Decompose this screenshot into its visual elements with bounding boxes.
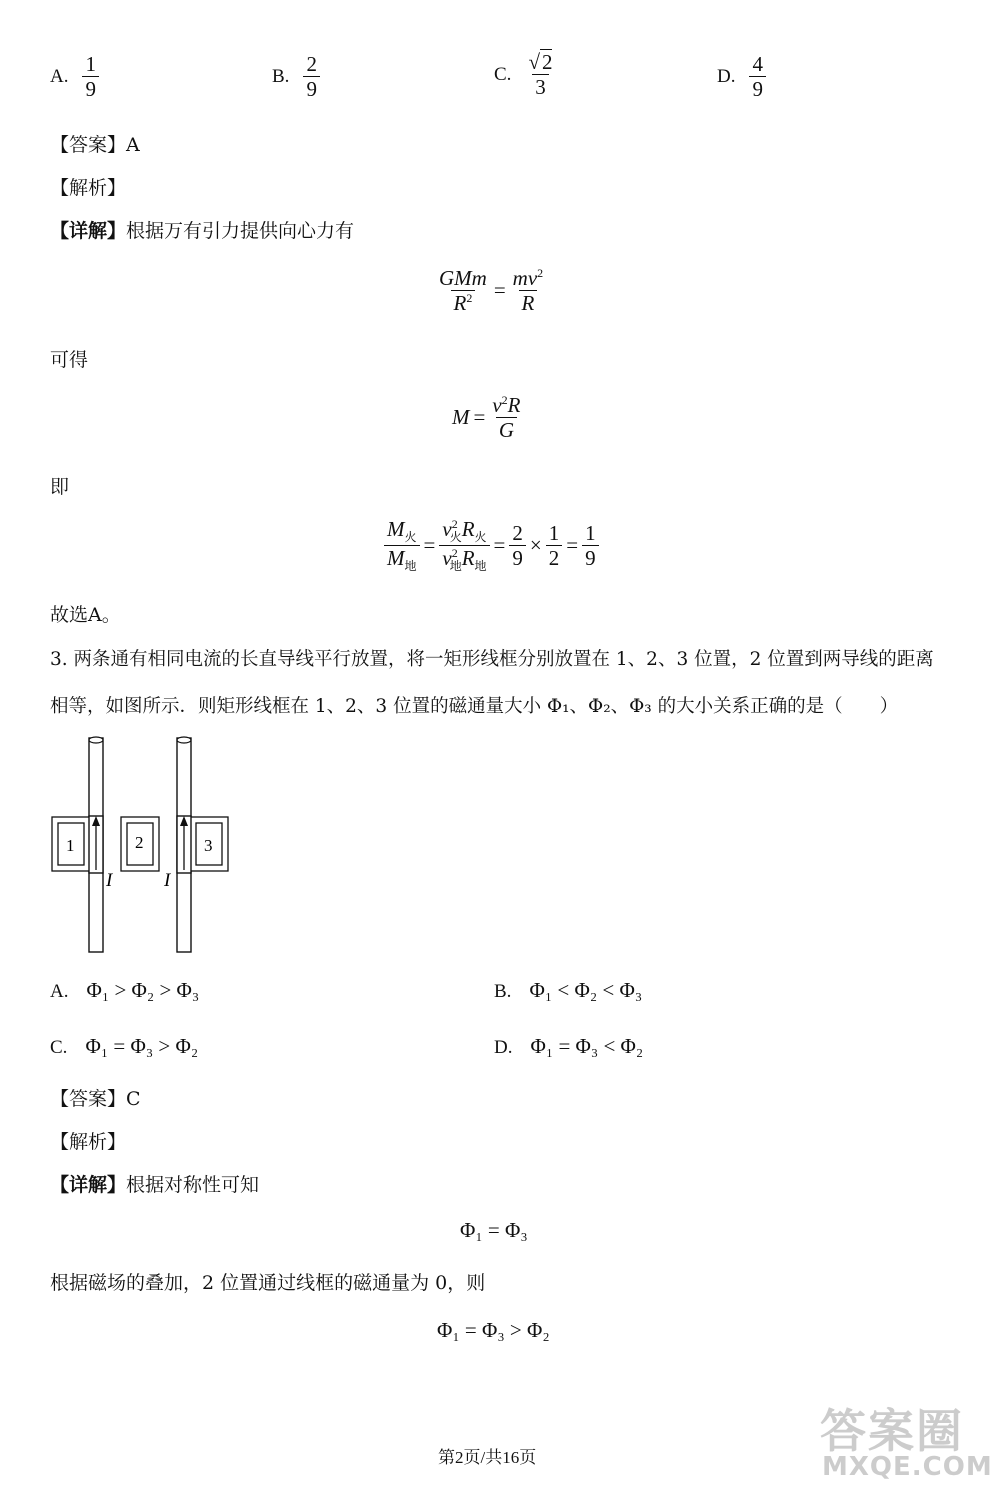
fraction: $\frac{\text{GMm}}{R^2}$: [439, 266, 487, 316]
current-label-right: I: [164, 870, 171, 891]
option-label: D.: [494, 1037, 513, 1058]
numerator: [525, 50, 555, 74]
denominator: 9: [749, 76, 766, 101]
option-expr: Φ₁ > Φ₂ > Φ₃: [86, 978, 200, 1002]
q2-analysis: 【解析】: [50, 177, 127, 199]
q3-option-c: [50, 1034, 198, 1059]
q3-detail: [50, 1170, 259, 1197]
fraction: [749, 52, 766, 101]
numerator: 2: [306, 52, 317, 76]
denominator: 9: [303, 76, 320, 101]
denominator: 3: [532, 74, 549, 99]
q2-ke-de: 可得: [50, 349, 89, 371]
q2-answer: 【答案】A: [50, 134, 140, 156]
option-label: A.: [50, 981, 69, 1002]
q3-analysis: 【解析】: [50, 1131, 127, 1153]
current-label-left: I: [106, 870, 113, 891]
q2-conclusion: 故选A。: [50, 604, 121, 626]
fraction: [303, 52, 320, 101]
page-footer: 第2页/共16页: [438, 1448, 537, 1467]
q2-equation-gravity: $\frac{\text{GMm}}{R^2}$ = $\frac{mv^2}{R}$: [436, 266, 546, 315]
q3-equation-2: Φ₁ = Φ₃ > Φ₂: [437, 1318, 550, 1342]
q2-detail: [50, 216, 354, 243]
fraction: [82, 52, 99, 101]
q2-option-d: [717, 52, 766, 101]
detail-text: 根据对称性可知: [126, 1174, 260, 1196]
fraction: $\frac{v^2R}{G}$: [492, 393, 521, 443]
q3-stem-line2: 相等，如图所示．则矩形线框在 1、2、3 位置的磁通量大小 Φ₁、Φ₂、Φ₃ 的大小关系正确的是（ ）: [50, 696, 899, 717]
option-expr: Φ₁ = Φ₃ < Φ₂: [530, 1034, 644, 1058]
q3-figure: [48, 732, 248, 957]
fraction: $\frac{mv^2}{R}$: [512, 266, 544, 316]
frame-3-label: 3: [204, 836, 213, 855]
option-label: C.: [494, 63, 512, 85]
q3-equation-1: Φ₁ = Φ₃: [460, 1218, 528, 1242]
numerator: 1: [85, 52, 96, 76]
q2-ji: 即: [50, 476, 70, 498]
frame-2-label: 2: [135, 833, 144, 852]
option-expr: Φ₁ < Φ₂ < Φ₃: [529, 978, 643, 1002]
option-expr: Φ₁ = Φ₃ > Φ₂: [85, 1034, 199, 1058]
q2-equation-mass: M = $\frac{v^2R}{G}$: [452, 393, 524, 442]
q2-equation-ratio: $\frac{M_火}{M_地}$ = $\frac{v^2_火R_火}{v^2_地R_地}$ = $\frac{2}{9}$ × $\frac{1}{2}$ = $\frac{1}{9}$: [384, 517, 599, 574]
fraction: $\frac{2}{9}$: [509, 521, 526, 570]
fraction: [525, 50, 555, 99]
denominator: 9: [82, 76, 99, 101]
watermark-logo: 答案圈: [820, 1404, 964, 1458]
sqrt-sign: √: [528, 50, 540, 74]
option-label: A.: [50, 65, 69, 87]
radicand: 2: [541, 50, 553, 74]
q3-option-a: [50, 978, 199, 1003]
option-label: B.: [494, 981, 512, 1002]
fraction: $\frac{1}{2}$: [546, 521, 563, 570]
q2-option-b: [272, 52, 320, 101]
fraction: $\frac{1}{9}$: [582, 521, 599, 570]
q3-answer: 【答案】C: [50, 1088, 141, 1110]
detail-text: 根据万有引力提供向心力有: [126, 220, 355, 242]
frame-1-label: 1: [66, 836, 75, 855]
option-label: D.: [717, 65, 736, 87]
q3-superposition-text: 根据磁场的叠加，2 位置通过线框的磁通量为 0，则: [50, 1272, 486, 1294]
option-label: B.: [272, 65, 290, 87]
option-label: C.: [50, 1037, 68, 1058]
fraction: $\frac{M_火}{M_地}$: [384, 517, 420, 574]
fraction: $\frac{v^2_火R_火}{v^2_地R_地}$: [439, 517, 489, 574]
detail-tag: 【详解】: [50, 1174, 127, 1196]
q2-option-c: [494, 50, 555, 99]
q2-option-a: [50, 52, 99, 101]
numerator: 4: [752, 52, 763, 76]
q3-stem-line1: 3. 两条通有相同电流的长直导线平行放置，将一矩形线框分别放置在 1、2、3 位置，2 位置到两导线的距离: [50, 649, 934, 670]
q3-option-b: [494, 978, 642, 1003]
q3-option-d: [494, 1034, 643, 1059]
detail-tag: 【详解】: [50, 220, 127, 242]
watermark-url: MXQE.COM: [822, 1452, 993, 1482]
